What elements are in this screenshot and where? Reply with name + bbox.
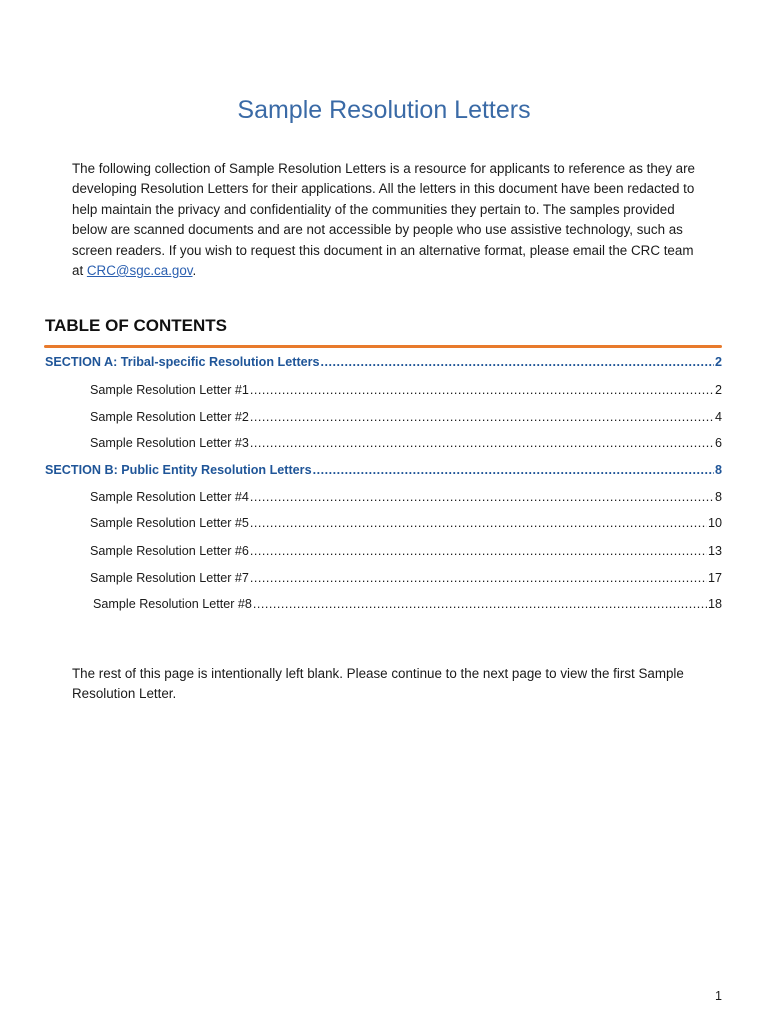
toc-section-b-label: SECTION B: Public Entity Resolution Letters [45,463,312,477]
toc-item-label: Sample Resolution Letter #1 [90,383,249,397]
toc-leader [313,463,714,477]
toc-divider [44,345,722,348]
toc-item-page: 8 [714,490,722,504]
page-number: 1 [714,989,722,1003]
toc-item-letter-1[interactable] [90,383,722,397]
toc-item-label: Sample Resolution Letter #6 [90,544,249,558]
toc-item-letter-6[interactable] [90,544,722,558]
toc-item-page: 17 [707,571,722,585]
toc-item-label: Sample Resolution Letter #8 [93,597,252,611]
closing-note: The rest of this page is intentionally left blank. Please continue to the next page to view the first Sample Resolution Letter. [72,666,684,702]
toc-item-label: Sample Resolution Letter #3 [90,436,249,450]
toc-item-page: 4 [714,410,722,424]
toc-leader [250,516,707,530]
toc-item-label: Sample Resolution Letter #2 [90,410,249,424]
toc-item-letter-5[interactable] [90,516,722,530]
toc-leader [321,355,714,369]
toc-leader [250,490,714,504]
toc-item-letter-7[interactable] [90,571,722,585]
toc-section-b-page: 8 [714,463,722,477]
toc-item-letter-8[interactable] [93,597,722,611]
toc-leader [253,597,707,611]
toc-item-label: Sample Resolution Letter #7 [90,571,249,585]
intro-text-end: . [192,263,197,279]
toc-item-page: 2 [714,383,722,397]
toc-item-page: 10 [707,516,722,530]
toc-item-page: 13 [707,544,722,558]
toc-leader [250,571,707,585]
toc-item-label: Sample Resolution Letter #4 [90,490,249,504]
toc-section-b[interactable] [45,463,722,477]
toc-leader [250,436,714,450]
toc-leader [250,383,714,397]
toc-section-a[interactable] [45,355,722,369]
intro-paragraph [72,159,697,281]
toc-item-letter-3[interactable] [90,436,722,450]
toc-heading: TABLE OF CONTENTS [45,316,227,335]
page-title: Sample Resolution Letters [237,96,531,124]
toc-section-a-page: 2 [714,355,722,369]
email-link[interactable]: CRC@sgc.ca.gov [86,263,193,279]
toc-section-a-label: SECTION A: Tribal-specific Resolution Letters [45,355,320,369]
intro-text: The following collection of Sample Resolution Letters is a resource for applicants to reference as they are developing Resolution Letters for their applications. All the letters in this document have been redacted to help maintain the privacy and confidentiality of the communities they pertain to. The samples provided below are scanned documents and are not accessible by people who use assistive technology, such as screen readers. If you wish to request this document in an alternative format, please email the CRC team at [72,161,695,279]
toc-leader [250,544,707,558]
toc-item-page: 6 [714,436,722,450]
toc-item-label: Sample Resolution Letter #5 [90,516,249,530]
toc-leader [250,410,714,424]
toc-item-page: 18 [707,597,722,611]
toc-item-letter-4[interactable] [90,490,722,504]
toc-item-letter-2[interactable] [90,410,722,424]
